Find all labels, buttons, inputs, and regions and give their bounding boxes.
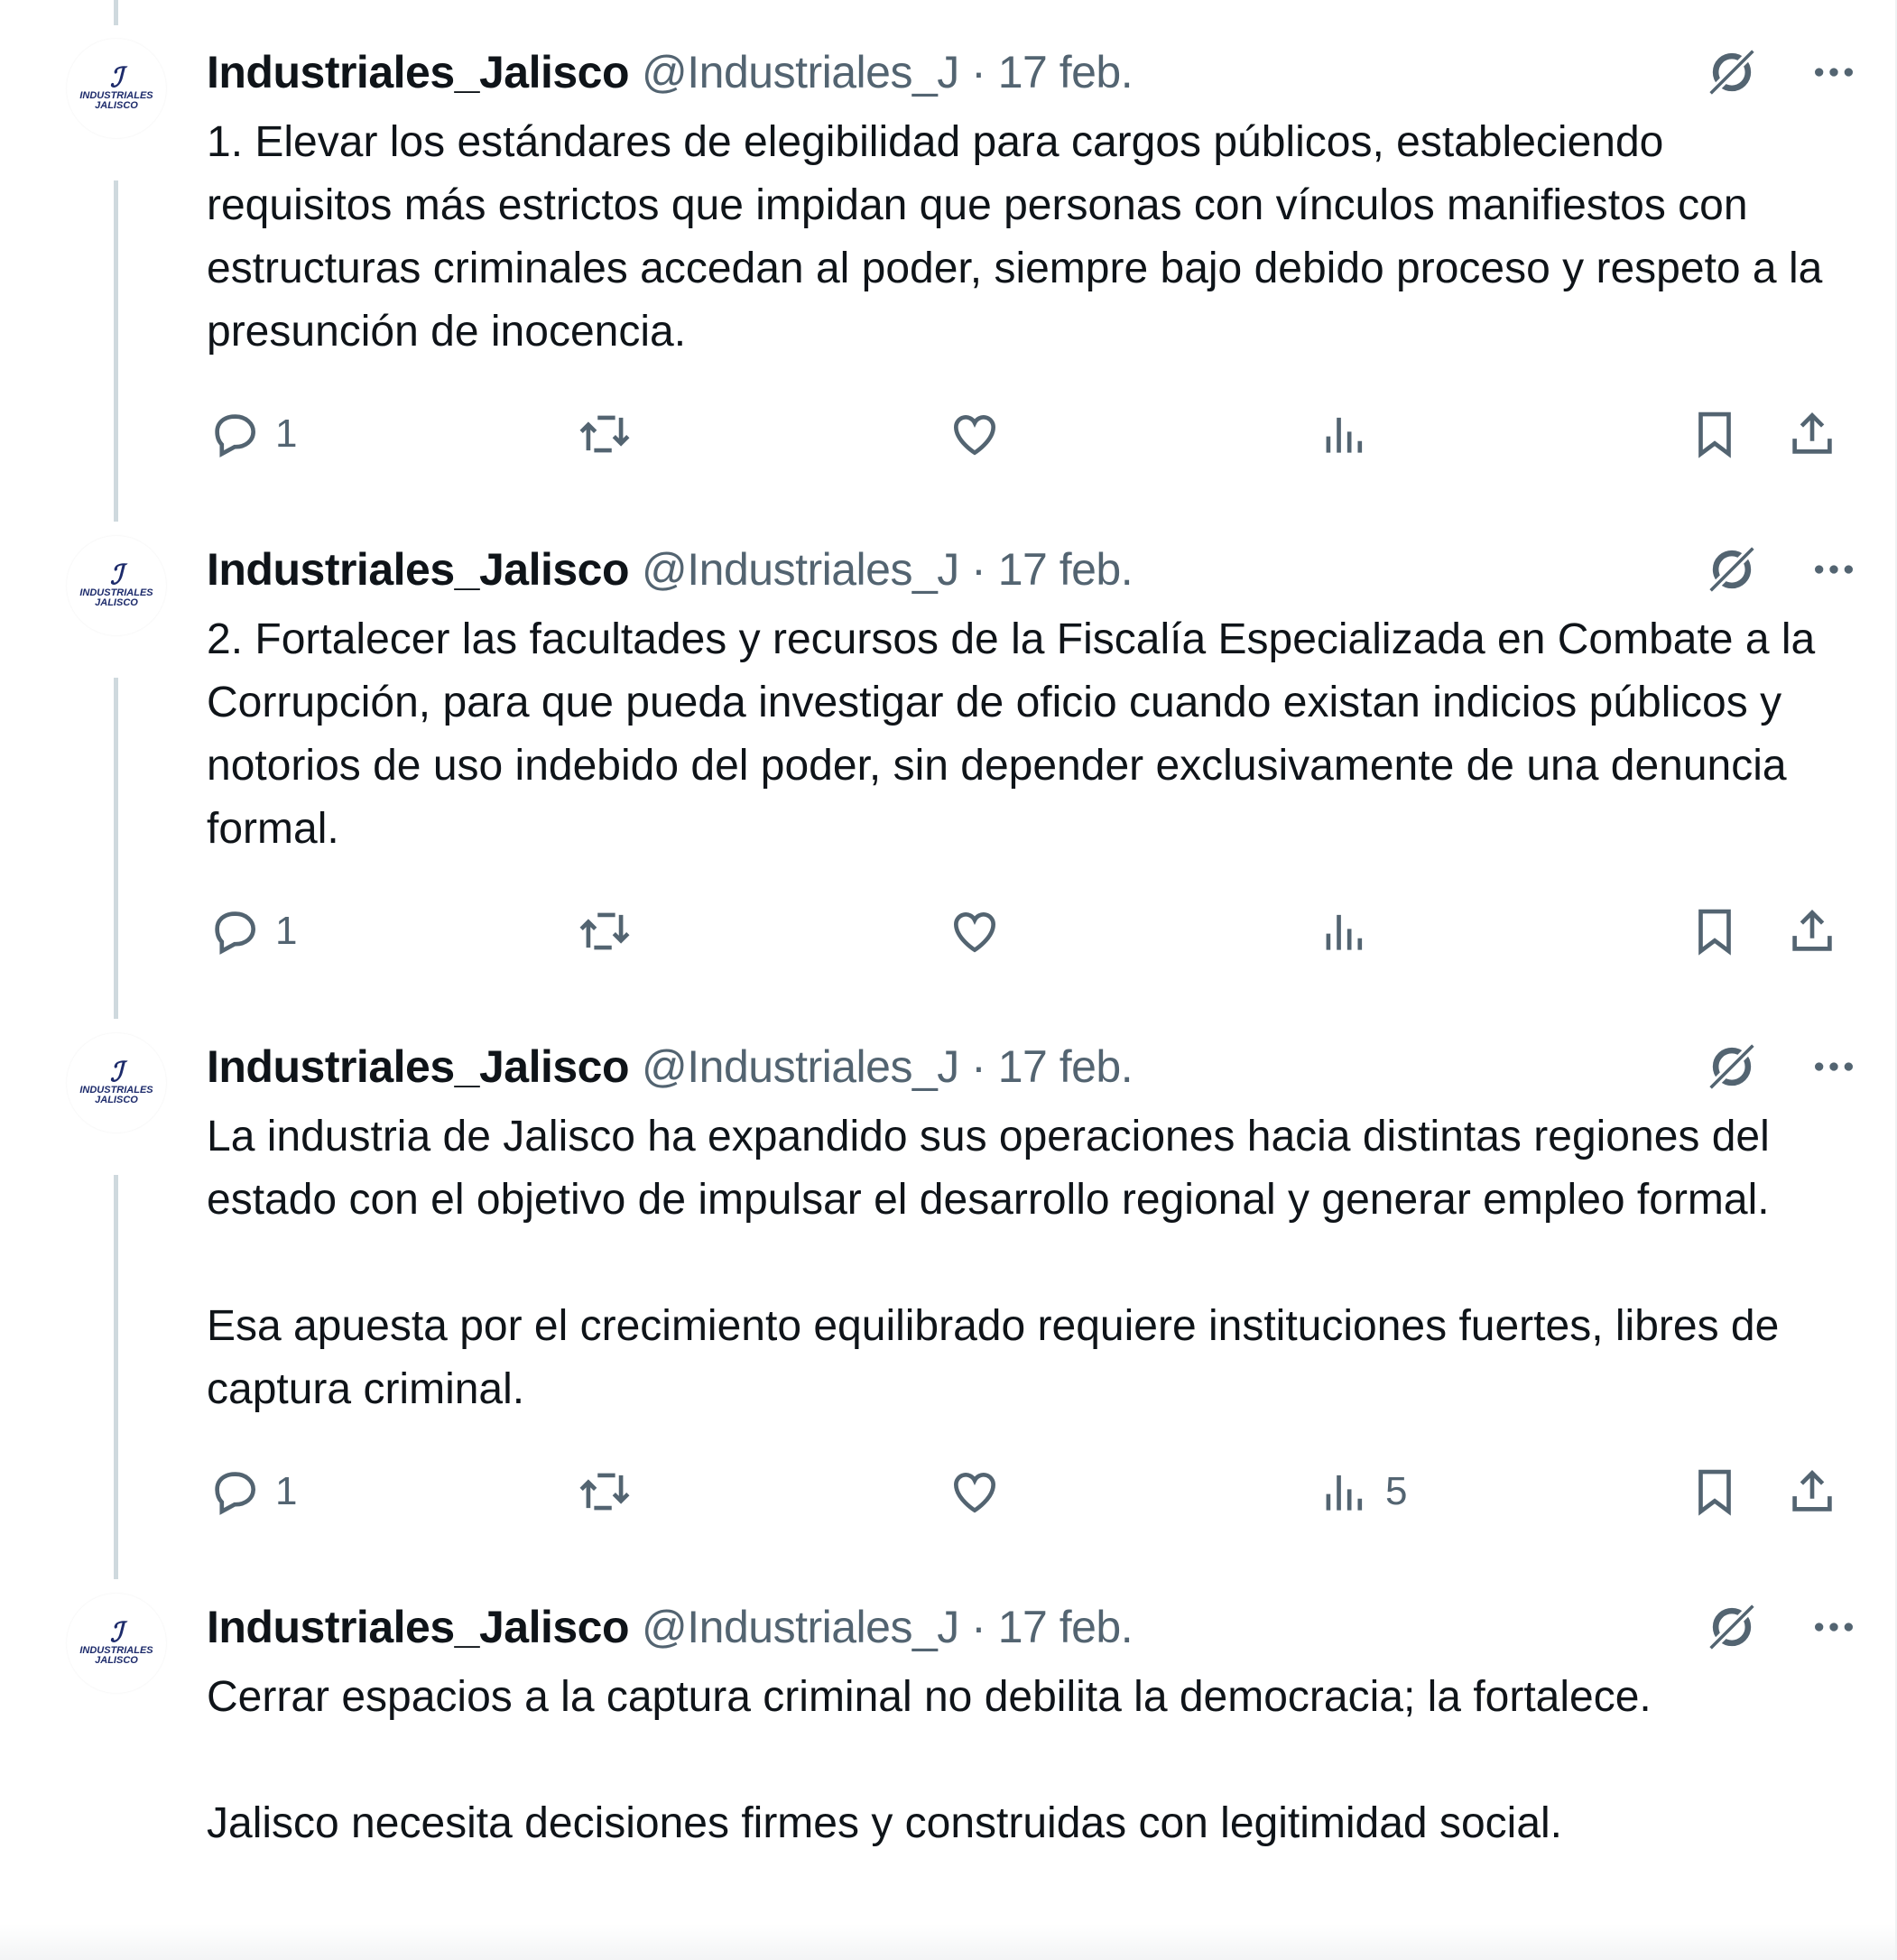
reply-button[interactable]	[207, 402, 297, 466]
retweet-icon	[577, 406, 633, 462]
tweet-paragraph: 1. Elevar los estándares de elegibilidad para cargos públicos, estableciendo requisitos más estrictos que impidan que personas con vínculos manifiestos con estructuras criminales accedan al poder, siempre bajo debido proceso y respeto a la presunción de inocencia.	[207, 118, 1823, 356]
share-button[interactable]	[1784, 900, 1840, 963]
share-icon	[1784, 406, 1840, 462]
author-name[interactable]: Industriales_Jalisco	[207, 544, 630, 595]
like-button[interactable]	[947, 402, 1015, 466]
logo-text: INDUSTRIALES JALISCO	[79, 587, 153, 608]
bottom-edge	[0, 1924, 1895, 1960]
like-button[interactable]	[947, 1460, 1015, 1523]
more-icon[interactable]	[1809, 47, 1859, 97]
thread-line	[114, 180, 118, 522]
retweet-button[interactable]	[577, 1460, 645, 1523]
heart-icon	[947, 903, 1003, 959]
logo-mark: ℐ	[109, 560, 124, 590]
reply-count: 1	[275, 411, 298, 456]
tweet-header	[207, 1595, 1859, 1659]
tweet[interactable]	[0, 1595, 1895, 1855]
more-icon[interactable]	[1809, 1602, 1859, 1652]
tweet-header	[207, 1035, 1859, 1098]
tweet-actions	[207, 1460, 1859, 1523]
thread-line	[114, 678, 118, 1019]
avatar[interactable]	[67, 536, 166, 635]
reply-icon	[207, 406, 263, 462]
bookmark-icon	[1687, 406, 1743, 462]
tweet-actions	[207, 402, 1859, 466]
tweet-header	[207, 41, 1859, 104]
author-name[interactable]: Industriales_Jalisco	[207, 47, 630, 97]
tweet-paragraph: Esa apuesta por el crecimiento equilibrado requiere instituciones fuertes, libres de captura criminal.	[207, 1302, 1780, 1413]
reply-button[interactable]	[207, 1460, 297, 1523]
logo-text: INDUSTRIALES JALISCO	[79, 1085, 153, 1105]
author-handle-date[interactable]: @Industriales_J · 17 feb.	[642, 1041, 1134, 1092]
heart-icon	[947, 406, 1003, 462]
bookmark-icon	[1687, 1464, 1743, 1520]
thread-line	[114, 0, 118, 25]
retweet-button[interactable]	[577, 402, 645, 466]
tweet[interactable]	[0, 538, 1895, 1035]
retweet-icon	[577, 1464, 633, 1520]
tweet[interactable]	[0, 1035, 1895, 1595]
logo-text: INDUSTRIALES JALISCO	[79, 1645, 153, 1666]
more-icon[interactable]	[1809, 544, 1859, 595]
share-button[interactable]	[1784, 1460, 1840, 1523]
grok-icon[interactable]	[1702, 42, 1762, 102]
avatar[interactable]	[67, 1033, 166, 1133]
author-name[interactable]: Industriales_Jalisco	[207, 1041, 630, 1092]
like-button[interactable]	[947, 900, 1015, 963]
retweet-button[interactable]	[577, 900, 645, 963]
bookmark-icon	[1687, 903, 1743, 959]
reply-count: 1	[275, 1469, 298, 1513]
views-count: 5	[1385, 1469, 1408, 1513]
author-handle-date[interactable]: @Industriales_J · 17 feb.	[642, 544, 1134, 595]
author-name[interactable]: Industriales_Jalisco	[207, 1602, 630, 1652]
tweet-paragraph: Cerrar espacios a la captura criminal no debilita la democracia; la fortalece.	[207, 1673, 1652, 1721]
author-handle-date[interactable]: @Industriales_J · 17 feb.	[642, 1602, 1134, 1652]
thread-line	[114, 1175, 118, 1579]
logo-mark: ℐ	[109, 63, 124, 93]
bookmark-button[interactable]	[1687, 900, 1743, 963]
tweet-header	[207, 538, 1859, 601]
views-button[interactable]	[1317, 1460, 1407, 1523]
retweet-icon	[577, 903, 633, 959]
avatar[interactable]	[67, 39, 166, 138]
more-icon[interactable]	[1809, 1041, 1859, 1092]
tweet-paragraph: La industria de Jalisco ha expandido sus operaciones hacia distintas regiones del estado con el objetivo de impulsar el desarrollo regional y generar empleo formal.	[207, 1113, 1770, 1224]
tweet-text	[207, 1105, 1859, 1421]
bookmark-button[interactable]	[1687, 402, 1743, 466]
logo-text: INDUSTRIALES JALISCO	[79, 90, 153, 111]
logo-mark: ℐ	[109, 1618, 124, 1648]
share-icon	[1784, 1464, 1840, 1520]
tweet[interactable]	[0, 41, 1895, 538]
tweet-text	[207, 1666, 1859, 1855]
views-icon	[1317, 406, 1373, 462]
tweet-paragraph: Jalisco necesita decisiones firmes y construidas con legitimidad social.	[207, 1799, 1563, 1847]
views-icon	[1317, 1464, 1373, 1520]
share-button[interactable]	[1784, 402, 1840, 466]
grok-icon[interactable]	[1702, 1597, 1762, 1657]
tweet-text	[207, 111, 1859, 364]
tweet-paragraph: 2. Fortalecer las facultades y recursos de la Fiscalía Especializada en Combate a la Corrupción, para que pueda investigar de oficio cuando existan indicios públicos y notorios de uso indebido del poder, sin depender exclusivamente de una denuncia formal.	[207, 615, 1816, 853]
reply-icon	[207, 1464, 263, 1520]
views-button[interactable]	[1317, 900, 1385, 963]
tweet-actions	[207, 900, 1859, 963]
reply-button[interactable]	[207, 900, 297, 963]
share-icon	[1784, 903, 1840, 959]
grok-icon[interactable]	[1702, 1037, 1762, 1096]
logo-mark: ℐ	[109, 1058, 124, 1087]
views-button[interactable]	[1317, 402, 1385, 466]
reply-count: 1	[275, 909, 298, 953]
views-icon	[1317, 903, 1373, 959]
tweet-text	[207, 608, 1859, 861]
reply-icon	[207, 903, 263, 959]
avatar[interactable]	[67, 1594, 166, 1693]
grok-icon[interactable]	[1702, 540, 1762, 599]
author-handle-date[interactable]: @Industriales_J · 17 feb.	[642, 47, 1134, 97]
bookmark-button[interactable]	[1687, 1460, 1743, 1523]
heart-icon	[947, 1464, 1003, 1520]
